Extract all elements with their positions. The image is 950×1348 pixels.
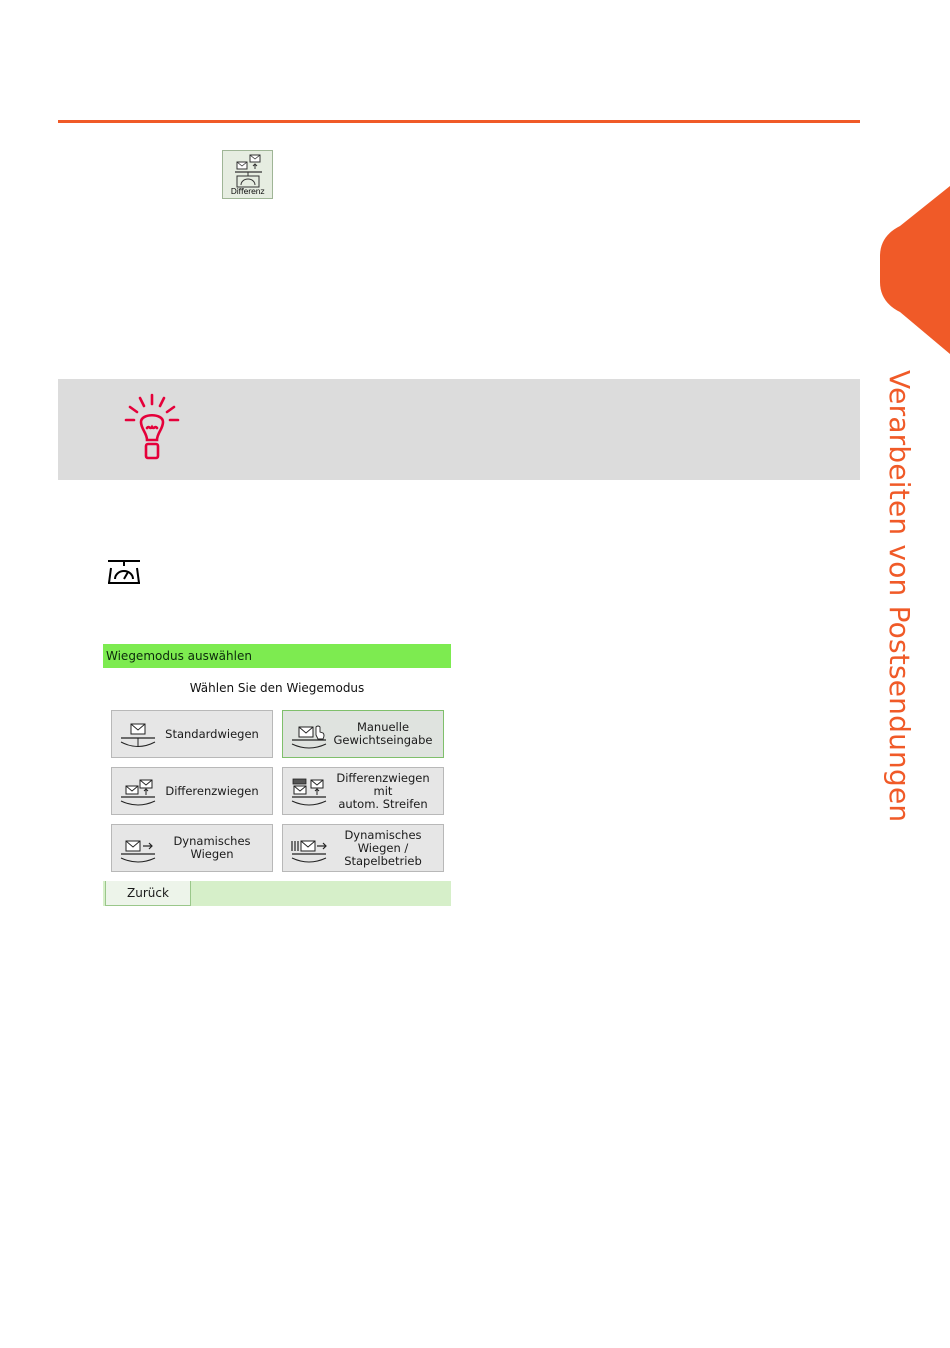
dynamisches-wiegen-label: Dynamisches Wiegen: [173, 834, 251, 861]
stapelbetrieb-label: Dynamisches Wiegen / Stapelbetrieb: [344, 827, 422, 868]
screen-title: Wiegemodus auswählen: [103, 644, 451, 668]
standard-weighing-icon: [118, 721, 158, 751]
scale-icon: [106, 558, 142, 586]
differenzwiegen-button[interactable]: [111, 767, 273, 815]
weighing-mode-screen: [103, 644, 451, 906]
differential-strip-icon: [289, 778, 329, 808]
manuelle-gewichtseingabe-label: Manuelle Gewichtseingabe: [333, 720, 433, 747]
differenzwiegen-streifen-button[interactable]: [282, 767, 444, 815]
back-button[interactable]: Zurück: [105, 881, 191, 906]
batch-weighing-icon: [289, 835, 329, 865]
differential-weighing-icon: [224, 152, 273, 188]
stapelbetrieb-button[interactable]: [282, 824, 444, 872]
lightbulb-icon: [120, 392, 184, 464]
dynamic-weighing-icon: [118, 835, 158, 865]
chapter-title: Verarbeiten von Postsendungen: [883, 370, 916, 823]
manual-weight-icon: [289, 721, 329, 751]
differential-weighing-icon: [118, 778, 158, 808]
chapter-tab: [880, 186, 950, 354]
manuelle-gewichtseingabe-button[interactable]: [282, 710, 444, 758]
dynamisches-wiegen-button[interactable]: [111, 824, 273, 872]
standardwiegen-label: Standardwiegen: [165, 726, 259, 741]
standardwiegen-button[interactable]: [111, 710, 273, 758]
differenz-label: Differenz: [230, 187, 265, 196]
differenzwiegen-streifen-label: Differenzwiegen mit autom. Streifen: [336, 770, 430, 811]
header-rule: [58, 120, 860, 123]
differenz-button-icon: [222, 150, 273, 199]
screen-footer: [103, 881, 451, 906]
screen-prompt: Wählen Sie den Wiegemodus: [189, 681, 365, 695]
differenzwiegen-label: Differenzwiegen: [165, 783, 259, 798]
